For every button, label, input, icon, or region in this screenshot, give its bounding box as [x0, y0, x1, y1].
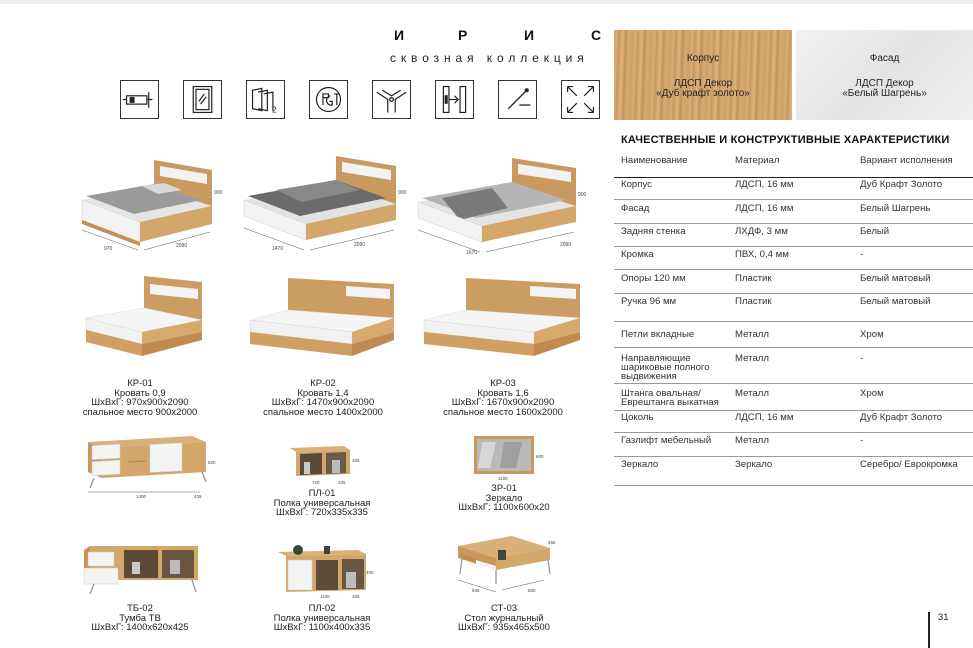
product-dims: ШхВхГ: 935х465х500 — [458, 622, 550, 634]
table-cell: Штанга овальная/ Еврештанга выкатная — [621, 388, 719, 408]
dimension-label: 2090 — [354, 242, 366, 248]
table-cell: Пластик — [735, 273, 772, 284]
product-dims: ШхВхГ: 1470х900х2090 — [271, 397, 375, 409]
page-number: 31 — [938, 612, 949, 623]
table-cell: Зеркало — [735, 459, 773, 470]
product-code: ПЛ-02 — [308, 603, 336, 614]
table-cell: Фасад — [621, 203, 650, 214]
bed-render-2 — [236, 146, 412, 258]
table-cell: Хром — [860, 329, 884, 340]
dimension-label: 900 — [214, 190, 223, 196]
table-cell: Цоколь — [621, 412, 654, 423]
product-caption-kr01 — [80, 379, 200, 417]
table-cell: Газлифт мебельный — [621, 435, 712, 446]
swatch-material — [614, 79, 792, 99]
table-row — [614, 274, 973, 294]
product-dims: ШхВхГ: 1100х400х335 — [273, 622, 371, 634]
table-cell: Металл — [735, 388, 769, 399]
gas-lift-icon — [498, 80, 537, 119]
table-cell: ЛДСП, 16 мм — [735, 179, 794, 190]
table-cell: - — [860, 435, 864, 446]
table-row — [614, 436, 973, 457]
table-header-row — [614, 156, 973, 178]
coffee-table-render — [452, 530, 556, 596]
product-name: Стол журнальный — [464, 612, 544, 624]
table-cell: Дуб Крафт Золото — [860, 412, 943, 423]
table-row — [614, 297, 973, 322]
table-row — [614, 180, 973, 200]
swatch-material-line: «Дуб крафт золото» — [656, 88, 750, 99]
product-name: Кровать 1,4 — [297, 387, 349, 399]
bed-frame-2 — [248, 276, 398, 360]
shelf-pl01-render — [288, 444, 358, 486]
brand-title — [388, 27, 604, 45]
product-extra: спальное место 1600х2000 — [443, 406, 563, 418]
table-cell: Опоры 120 мм — [621, 273, 686, 284]
table-row — [614, 204, 973, 224]
shelf-pl02-render — [276, 542, 372, 600]
brand-letter: И — [394, 27, 405, 43]
dimension-label: 600 — [536, 454, 544, 459]
product-caption-kr02 — [258, 379, 388, 417]
table-cell: ЛДСП, 16 мм — [735, 203, 794, 214]
table-header-cell: Вариант исполнения — [860, 155, 953, 166]
dimension-label: 400 — [366, 570, 374, 575]
brand-letter: И — [524, 27, 535, 43]
tv-stand-tb02-render — [80, 540, 204, 600]
table-cell: Пластик — [735, 296, 772, 307]
dimension-label: 970 — [104, 246, 113, 252]
product-name: Кровать 0,9 — [114, 387, 166, 399]
swatch-material-line: ЛДСП Декор — [673, 78, 733, 89]
table-row — [614, 389, 973, 411]
swatch-label: Фасад — [869, 53, 900, 64]
product-extra: спальное место 1400х2000 — [263, 406, 383, 418]
hinge-icon — [372, 80, 411, 119]
dimension-label: 620 — [208, 460, 216, 465]
product-code: КР-01 — [127, 378, 153, 389]
product-caption-zr01 — [458, 484, 550, 513]
table-row — [614, 227, 973, 247]
product-name: Полка универсальная — [273, 612, 371, 624]
product-code: ПЛ-01 — [308, 488, 336, 499]
body-color-swatch — [614, 30, 792, 120]
compact-arrows-icon — [561, 80, 600, 119]
table-cell: Корпус — [621, 179, 652, 190]
table-cell: Белый Шагрень — [860, 203, 931, 214]
bed-frame-3 — [422, 276, 584, 360]
swatch-material-line: ЛДСП Декор — [855, 78, 914, 89]
tv-stand-render — [84, 432, 216, 502]
product-code: КР-03 — [490, 378, 516, 389]
table-header-cell: Материал — [735, 155, 780, 166]
brand-letter: Р — [458, 27, 468, 43]
dimension-label: 900 — [398, 190, 407, 196]
table-cell: Металл — [735, 435, 769, 446]
swatch-label: Корпус — [686, 53, 720, 64]
dimension-label: 935 — [472, 588, 480, 593]
brand-letter: С — [591, 27, 602, 43]
dimension-label: 720 — [312, 480, 320, 485]
product-dims: ШхВхГ: 970х900х2090 — [91, 397, 189, 409]
table-cell: Хром — [860, 388, 884, 399]
table-cell: - — [860, 249, 864, 260]
swatch-material-line: «Белый Шагрень» — [842, 88, 927, 99]
product-dims: ШхВхГ: 1100х600х20 — [458, 502, 550, 514]
bed-render-1 — [72, 150, 222, 260]
product-caption-kr03 — [437, 379, 569, 417]
dimension-label: 1470 — [272, 246, 284, 252]
table-cell: Белый — [860, 226, 890, 237]
product-caption-pl01 — [272, 489, 372, 518]
panel-joint-icon — [435, 80, 474, 119]
certificate-icon — [309, 80, 348, 119]
product-name: Зеркало — [485, 492, 523, 504]
table-row — [614, 460, 973, 486]
table-cell: Задняя стенка — [621, 226, 686, 237]
bed-frame-1 — [84, 274, 208, 360]
mirror-render — [470, 434, 542, 482]
product-caption-st03 — [454, 604, 554, 633]
product-name: Полка универсальная — [273, 497, 371, 509]
table-cell: Дуб Крафт Золото — [860, 179, 943, 190]
table-cell: Металл — [735, 329, 769, 340]
product-code: ЗР-01 — [491, 483, 517, 494]
table-cell: Зеркало — [621, 459, 659, 470]
dimension-label: 1100 — [498, 476, 508, 481]
table-cell: Петли вкладные — [621, 329, 695, 340]
table-cell: - — [860, 353, 864, 364]
dimension-label: 335 — [352, 594, 360, 599]
dimension-label: 1100 — [320, 594, 330, 599]
table-cell: ПВХ, 0,4 мм — [735, 249, 789, 260]
table-cell: ЛДСП, 16 мм — [735, 412, 794, 423]
page-divider — [928, 612, 930, 648]
assembly-icon — [120, 80, 159, 119]
table-cell: Кромка — [621, 249, 654, 260]
dimension-label: 2090 — [560, 242, 572, 248]
product-name: Кровать 1,6 — [477, 387, 529, 399]
product-code: КР-02 — [310, 378, 336, 389]
product-extra: спальное место 900х2000 — [82, 406, 198, 418]
product-caption-pl02 — [272, 604, 372, 633]
facade-color-swatch — [796, 30, 973, 120]
product-code: ТБ-02 — [127, 603, 153, 614]
product-dims: ШхВхГ: 720х335х335 — [276, 507, 368, 519]
product-code: СТ-03 — [490, 603, 518, 614]
dimension-label: 2090 — [176, 243, 188, 249]
bed-render-3 — [412, 148, 588, 260]
dimension-label: 1670 — [466, 250, 478, 256]
product-dims: ШхВхГ: 1400х620х425 — [91, 622, 189, 634]
svg-text:2: 2 — [271, 104, 277, 115]
table-row — [614, 354, 973, 384]
table-cell: Серебро/ Еврокромка — [860, 459, 958, 470]
table-cell: ЛХДФ, 3 мм — [735, 226, 788, 237]
dimension-label: 425 — [194, 494, 202, 499]
table-cell: Ручка 96 мм — [621, 296, 677, 307]
mirror-frame-icon — [183, 80, 222, 119]
dimension-label: 500 — [528, 588, 536, 593]
table-row — [614, 413, 973, 433]
product-dims: ШхВхГ: 1670х900х2090 — [451, 397, 555, 409]
table-cell: Металл — [735, 353, 769, 364]
table-cell: Белый матовый — [860, 273, 931, 284]
dimension-label: 465 — [548, 540, 556, 545]
table-header-cell: Наименование — [621, 155, 688, 166]
table-row — [614, 250, 973, 270]
table-cell: Белый матовый — [860, 296, 931, 307]
table-row — [614, 330, 973, 348]
collection-subtitle: сквозная коллекция — [390, 51, 589, 65]
specs-title: КАЧЕСТВЕННЫЕ И КОНСТРУКТИВНЫЕ ХАРАКТЕРИСТИКИ — [621, 134, 950, 146]
top-divider — [0, 0, 973, 4]
dimension-label: 1400 — [136, 494, 147, 499]
table-cell: Направляющие шариковые полного выдвижения — [621, 353, 710, 382]
dimension-label: 335 — [338, 480, 346, 485]
swatch-material — [796, 79, 973, 99]
product-caption-tb02 — [90, 604, 190, 633]
product-name: Тумба ТВ — [119, 612, 161, 624]
dimension-label: 335 — [352, 458, 360, 463]
dimension-label: 900 — [578, 192, 587, 198]
boards-icon — [246, 80, 285, 119]
